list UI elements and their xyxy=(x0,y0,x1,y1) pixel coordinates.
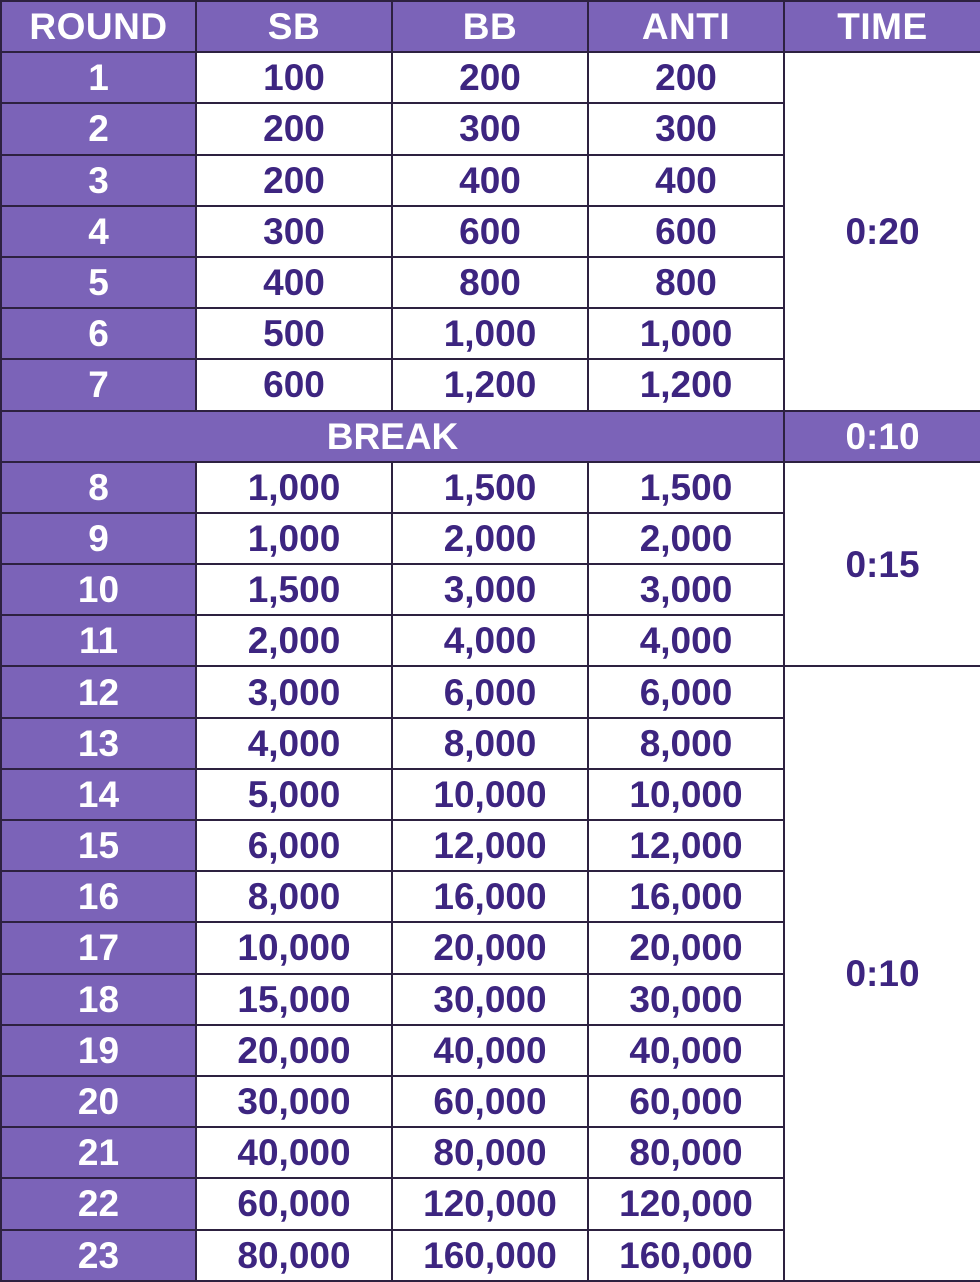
big-blind-value: 4,000 xyxy=(392,615,588,666)
round-number: 12 xyxy=(1,666,196,717)
big-blind-value: 1,500 xyxy=(392,462,588,513)
small-blind-value: 300 xyxy=(196,206,392,257)
small-blind-value: 100 xyxy=(196,52,392,103)
level-time: 0:20 xyxy=(784,52,980,410)
header-sb: SB xyxy=(196,1,392,52)
ante-value: 1,000 xyxy=(588,308,784,359)
big-blind-value: 80,000 xyxy=(392,1127,588,1178)
big-blind-value: 120,000 xyxy=(392,1178,588,1229)
small-blind-value: 20,000 xyxy=(196,1025,392,1076)
round-number: 21 xyxy=(1,1127,196,1178)
break-label: BREAK xyxy=(1,411,784,462)
big-blind-value: 3,000 xyxy=(392,564,588,615)
ante-value: 30,000 xyxy=(588,974,784,1025)
small-blind-value: 80,000 xyxy=(196,1230,392,1281)
small-blind-value: 40,000 xyxy=(196,1127,392,1178)
ante-value: 20,000 xyxy=(588,922,784,973)
small-blind-value: 4,000 xyxy=(196,718,392,769)
small-blind-value: 1,000 xyxy=(196,462,392,513)
round-number: 8 xyxy=(1,462,196,513)
ante-value: 12,000 xyxy=(588,820,784,871)
small-blind-value: 30,000 xyxy=(196,1076,392,1127)
small-blind-value: 2,000 xyxy=(196,615,392,666)
big-blind-value: 10,000 xyxy=(392,769,588,820)
small-blind-value: 8,000 xyxy=(196,871,392,922)
ante-value: 600 xyxy=(588,206,784,257)
small-blind-value: 3,000 xyxy=(196,666,392,717)
ante-value: 2,000 xyxy=(588,513,784,564)
big-blind-value: 12,000 xyxy=(392,820,588,871)
big-blind-value: 160,000 xyxy=(392,1230,588,1281)
round-number: 20 xyxy=(1,1076,196,1127)
round-number: 10 xyxy=(1,564,196,615)
round-number: 22 xyxy=(1,1178,196,1229)
ante-value: 16,000 xyxy=(588,871,784,922)
ante-value: 8,000 xyxy=(588,718,784,769)
round-number: 14 xyxy=(1,769,196,820)
header-time: TIME xyxy=(784,1,980,52)
big-blind-value: 200 xyxy=(392,52,588,103)
big-blind-value: 1,000 xyxy=(392,308,588,359)
big-blind-value: 800 xyxy=(392,257,588,308)
table-row xyxy=(1,666,980,717)
round-number: 19 xyxy=(1,1025,196,1076)
small-blind-value: 200 xyxy=(196,103,392,154)
round-number: 11 xyxy=(1,615,196,666)
ante-value: 800 xyxy=(588,257,784,308)
ante-value: 6,000 xyxy=(588,666,784,717)
big-blind-value: 16,000 xyxy=(392,871,588,922)
big-blind-value: 20,000 xyxy=(392,922,588,973)
ante-value: 80,000 xyxy=(588,1127,784,1178)
table-row xyxy=(1,462,980,513)
small-blind-value: 60,000 xyxy=(196,1178,392,1229)
round-number: 7 xyxy=(1,359,196,410)
round-number: 1 xyxy=(1,52,196,103)
round-number: 17 xyxy=(1,922,196,973)
small-blind-value: 200 xyxy=(196,155,392,206)
big-blind-value: 6,000 xyxy=(392,666,588,717)
small-blind-value: 600 xyxy=(196,359,392,410)
ante-value: 1,200 xyxy=(588,359,784,410)
header-anti: ANTI xyxy=(588,1,784,52)
table-row xyxy=(1,52,980,103)
level-time: 0:10 xyxy=(784,666,980,1280)
small-blind-value: 400 xyxy=(196,257,392,308)
ante-value: 160,000 xyxy=(588,1230,784,1281)
ante-value: 3,000 xyxy=(588,564,784,615)
level-time: 0:15 xyxy=(784,462,980,667)
small-blind-value: 10,000 xyxy=(196,922,392,973)
ante-value: 200 xyxy=(588,52,784,103)
big-blind-value: 400 xyxy=(392,155,588,206)
big-blind-value: 2,000 xyxy=(392,513,588,564)
small-blind-value: 6,000 xyxy=(196,820,392,871)
small-blind-value: 500 xyxy=(196,308,392,359)
header-row xyxy=(1,1,980,52)
big-blind-value: 30,000 xyxy=(392,974,588,1025)
round-number: 5 xyxy=(1,257,196,308)
big-blind-value: 60,000 xyxy=(392,1076,588,1127)
round-number: 15 xyxy=(1,820,196,871)
small-blind-value: 1,000 xyxy=(196,513,392,564)
big-blind-value: 300 xyxy=(392,103,588,154)
ante-value: 120,000 xyxy=(588,1178,784,1229)
ante-value: 300 xyxy=(588,103,784,154)
round-number: 9 xyxy=(1,513,196,564)
ante-value: 400 xyxy=(588,155,784,206)
big-blind-value: 600 xyxy=(392,206,588,257)
small-blind-value: 1,500 xyxy=(196,564,392,615)
small-blind-value: 15,000 xyxy=(196,974,392,1025)
round-number: 3 xyxy=(1,155,196,206)
ante-value: 40,000 xyxy=(588,1025,784,1076)
round-number: 2 xyxy=(1,103,196,154)
ante-value: 1,500 xyxy=(588,462,784,513)
round-number: 16 xyxy=(1,871,196,922)
ante-value: 4,000 xyxy=(588,615,784,666)
break-row xyxy=(1,411,980,462)
big-blind-value: 1,200 xyxy=(392,359,588,410)
ante-value: 60,000 xyxy=(588,1076,784,1127)
round-number: 18 xyxy=(1,974,196,1025)
table-body xyxy=(1,52,980,1281)
round-number: 13 xyxy=(1,718,196,769)
round-number: 6 xyxy=(1,308,196,359)
small-blind-value: 5,000 xyxy=(196,769,392,820)
round-number: 4 xyxy=(1,206,196,257)
big-blind-value: 8,000 xyxy=(392,718,588,769)
ante-value: 10,000 xyxy=(588,769,784,820)
break-time: 0:10 xyxy=(784,411,980,462)
round-number: 23 xyxy=(1,1230,196,1281)
header-bb: BB xyxy=(392,1,588,52)
header-round: ROUND xyxy=(1,1,196,52)
big-blind-value: 40,000 xyxy=(392,1025,588,1076)
